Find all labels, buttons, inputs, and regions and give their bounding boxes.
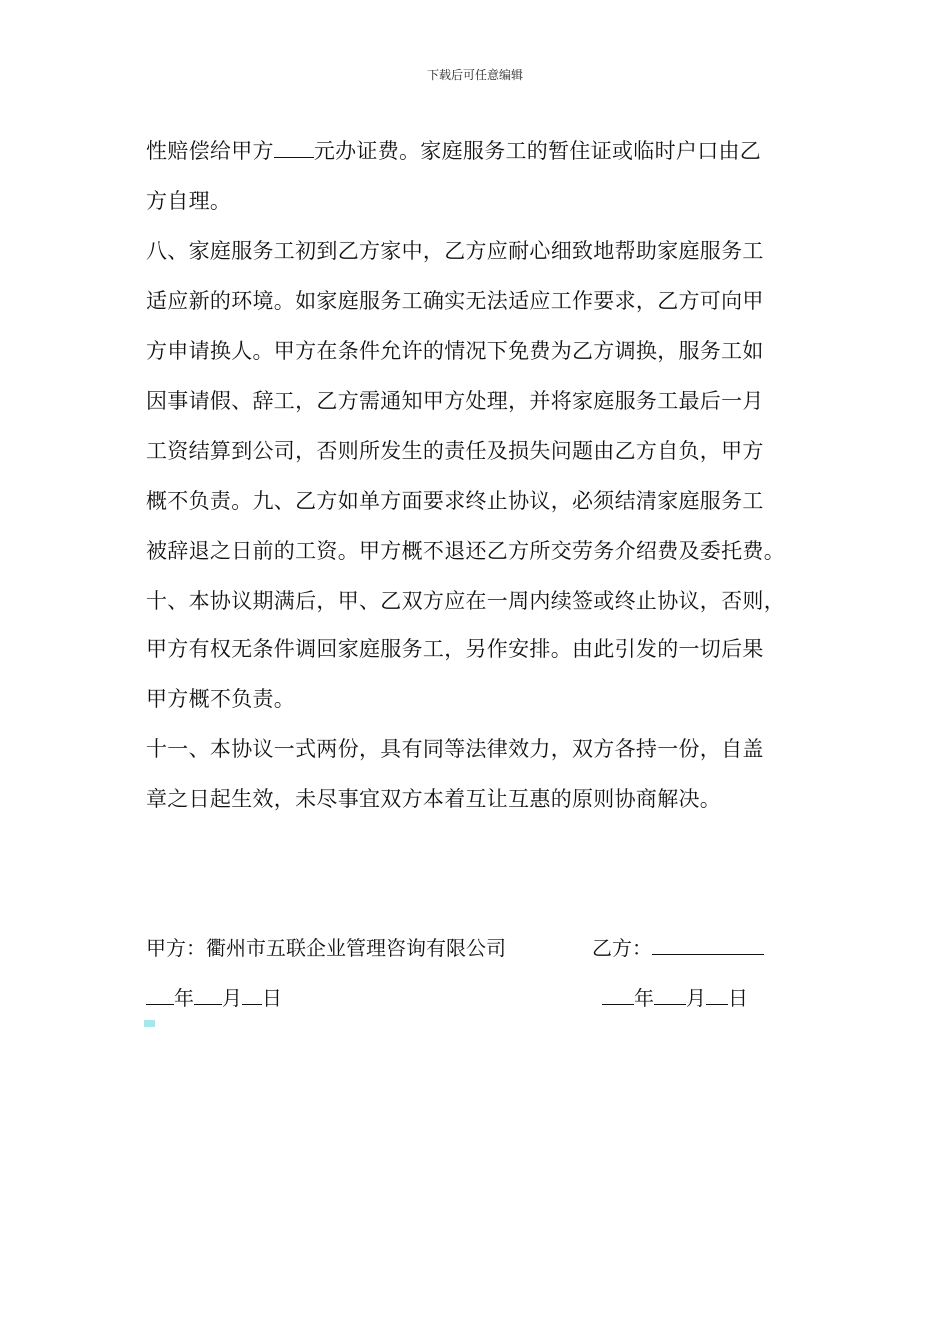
- body-line-1: [146, 136, 761, 166]
- body-line-3: 八、家庭服务工初到乙方家中，乙方应耐心细致地帮助家庭服务工: [146, 239, 764, 263]
- body-line-12: 甲方概不负责。: [146, 687, 296, 711]
- party-b-day-blank: [706, 986, 728, 1005]
- party-a-signature: 甲方：衢州市五联企业管理咨询有限公司: [146, 936, 506, 960]
- body-line-6: 因事请假、辞工，乙方需通知甲方处理，并将家庭服务工最后一月: [146, 389, 764, 413]
- body-line-14: 章之日起生效，未尽事宜双方本着互让互惠的原则协商解决。: [146, 787, 722, 811]
- body-line-9: 被辞退之日前的工资。甲方概不退还乙方所交劳务介绍费及委托费。: [146, 539, 785, 563]
- party-b-year-label: 年: [634, 986, 654, 1010]
- body-line-4: 适应新的环境。如家庭服务工确实无法适应工作要求，乙方可向甲: [146, 289, 764, 313]
- body-line-7: 工资结算到公司，否则所发生的责任及损失问题由乙方自负，甲方: [146, 439, 764, 463]
- party-b-date: [602, 983, 748, 1013]
- amount-blank: [274, 137, 314, 158]
- body-line-10: 十、本协议期满后，甲、乙双方应在一周内续签或终止协议，否则，: [146, 589, 785, 613]
- party-a-month-label: 月: [222, 986, 242, 1010]
- highlight-marker: [144, 1020, 155, 1027]
- party-b-name-blank: [652, 936, 764, 955]
- party-a-date: [146, 983, 282, 1013]
- party-b-month-blank: [654, 986, 686, 1005]
- party-b-month-label: 月: [686, 986, 706, 1010]
- body-line-8: 概不负责。九、乙方如单方面要求终止协议，必须结清家庭服务工: [146, 489, 764, 513]
- body-line-1-part-a: 性赔偿给甲方: [146, 139, 274, 163]
- body-line-2: 方自理。: [146, 189, 232, 213]
- header-note: 下载后可任意编辑: [426, 68, 523, 82]
- party-a-year-label: 年: [174, 986, 194, 1010]
- party-b-label: 乙方：: [592, 936, 652, 960]
- party-b-day-label: 日: [728, 986, 748, 1010]
- party-a-month-blank: [194, 986, 222, 1005]
- body-line-13: 十一、本协议一式两份，具有同等法律效力，双方各持一份，自盖: [146, 737, 764, 761]
- party-a-day-blank: [242, 986, 262, 1005]
- body-line-11: 甲方有权无条件调回家庭服务工，另作安排。由此引发的一切后果: [146, 637, 764, 661]
- party-a-year-blank: [146, 986, 174, 1005]
- party-b-year-blank: [602, 986, 634, 1005]
- body-line-5: 方申请换人。甲方在条件允许的情况下免费为乙方调换，服务工如: [146, 339, 764, 363]
- body-line-1-part-b: 元办证费。家庭服务工的暂住证或临时户口由乙: [313, 139, 762, 163]
- party-b-signature: [592, 933, 764, 963]
- party-a-day-label: 日: [262, 986, 282, 1010]
